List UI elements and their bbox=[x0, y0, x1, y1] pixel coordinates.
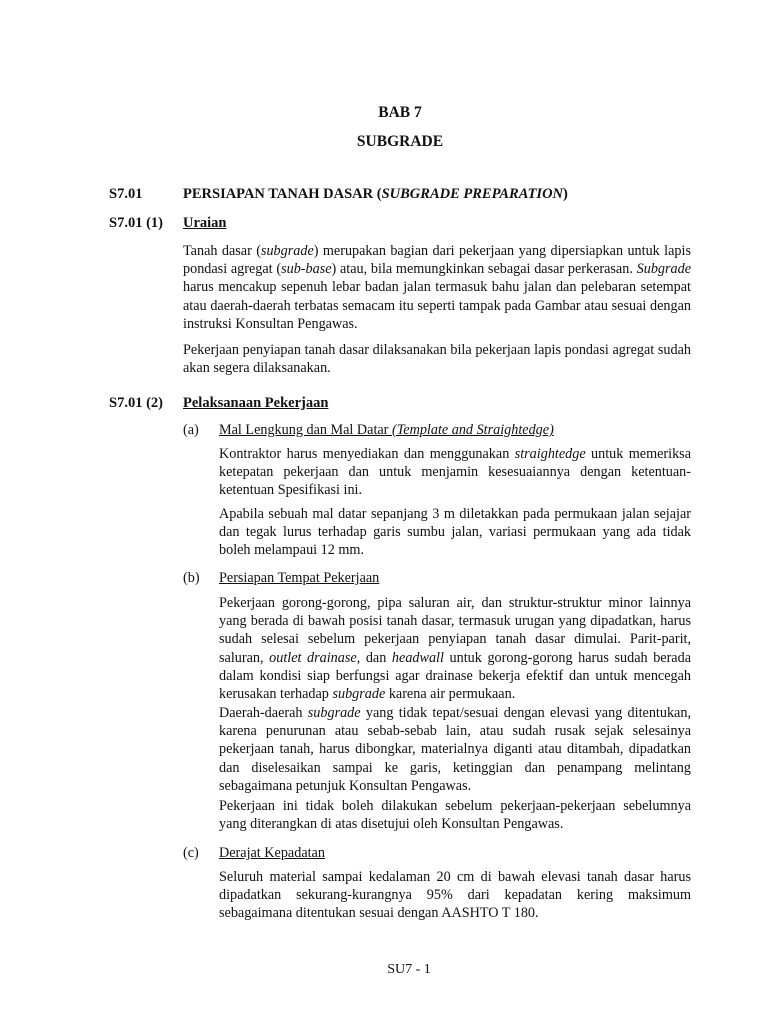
section-title-suffix: ) bbox=[563, 186, 568, 202]
paragraph-uraian-1 bbox=[183, 242, 691, 333]
paragraph-b-3: Pekerjaan ini tidak boleh dilakukan sebelum pekerjaan-pekerjaan sebelumnya yang diterangkan di atas disetujui oleh Konsultan Pengawas. bbox=[219, 798, 691, 833]
section-number-s701: S7.01 bbox=[109, 186, 143, 202]
section-title-text: PERSIAPAN TANAH DASAR ( bbox=[183, 186, 382, 202]
text-run: karena air permukaan. bbox=[385, 686, 516, 703]
paragraph-c-1: Seluruh material sampai kedalaman 20 cm di bawah elevasi tanah dasar harus dipadatkan sekurang-kurangnya 95% dari kepadatan kering maksimum sebagaimana ditentukan sesuai dengan AASHTO T 180. bbox=[219, 869, 691, 922]
item-label-a: (a) bbox=[183, 422, 199, 438]
item-label-c: (c) bbox=[183, 845, 199, 861]
italic-term: subgrade bbox=[307, 705, 361, 721]
paragraph-uraian-2: Pekerjaan penyiapan tanah dasar dilaksanakan bila pekerjaan lapis pondasi agregat sudah akan segera dilaksanakan. bbox=[183, 342, 691, 377]
text-run: untuk memeriksa ketepatan pekerjaan dan untuk menjamin kesesuaiannya dengan ketentuan-ketentuan Spesifikasi ini. bbox=[219, 446, 692, 499]
item-label-b: (b) bbox=[183, 570, 200, 586]
section-heading-uraian: Uraian bbox=[183, 215, 227, 231]
section-title-italic: SUBGRADE PREPARATION bbox=[381, 186, 564, 202]
text-run: Tanah dasar ( bbox=[183, 243, 261, 259]
paragraph-a-2: Apabila sebuah mal datar sepanjang 3 m diletakkan pada permukaan jalan sejajar dan tegak lurus terhadap garis sumbu jalan, variasi permukaan yang ada tidak boleh melampaui 12 mm. bbox=[219, 506, 691, 559]
chapter-number: BAB 7 bbox=[378, 104, 422, 121]
paragraph-a-1 bbox=[219, 445, 691, 500]
italic-term: subgrade bbox=[332, 686, 386, 703]
text-run: ) merupakan bagian dari pekerjaan yang dipersiapkan untuk lapis pondasi agregat ( bbox=[183, 243, 691, 278]
chapter-title: SUBGRADE bbox=[356, 133, 444, 150]
italic-term: Subgrade bbox=[636, 261, 692, 278]
section-title-s701 bbox=[183, 186, 568, 203]
item-title-a bbox=[219, 422, 554, 439]
italic-term: subgrade bbox=[260, 243, 314, 259]
italic-term: headwall bbox=[391, 649, 444, 666]
text-run: yang tidak tepat/sesuai dengan elevasi yang ditentukan, karena penurunan atau sebab-sebab lain, atau sudah rusak sejak selesainya pekerjaan tanah, harus dibongkar, materialnya diganti atau ditambah, dipadatkan dan diselesaikan sampai ke garis, ketinggian dan penampang melintang sebagaimana petunjuk Konsultan Pengawas. bbox=[219, 705, 691, 794]
text-run: Daerah-daerah bbox=[219, 705, 308, 721]
item-title-b: Persiapan Tempat Pekerjaan bbox=[219, 570, 380, 586]
italic-term: sub-base bbox=[281, 261, 332, 278]
section-number-s701-2: S7.01 (2) bbox=[109, 395, 163, 411]
paragraph-b-1 bbox=[219, 594, 691, 703]
item-title-c: Derajat Kepadatan bbox=[219, 845, 325, 861]
text-run: harus mencakup sepenuh lebar badan jalan termasuk bahu jalan dan pelebaran setempat atau daerah-daerah terbatas semacam itu seperti tampak pada Gambar atau sesuai dengan instruksi Konsultan Pengawas. bbox=[183, 279, 691, 332]
text-run: Mal Lengkung dan Mal Datar bbox=[219, 422, 392, 438]
text-run: , dan bbox=[356, 649, 392, 666]
text-run: Pekerjaan gorong-gorong, pipa saluran air, dan struktur-struktur minor lainnya yang berada di bawah posisi tanah dasar, termasuk urugan yang dipadatkan, harus sudah selesai sebelum pekerjaan penyiapan tanah dasar dimulai. Parit-parit, saluran, bbox=[219, 595, 691, 666]
page-number: SU7 - 1 bbox=[387, 962, 431, 977]
text-run: Kontraktor harus menyediakan dan menggunakan bbox=[219, 446, 515, 462]
section-number-s701-1: S7.01 (1) bbox=[109, 215, 163, 231]
text-run: untuk gorong-gorong harus sudah berada dalam kondisi siap berfungsi agar drainase bekerja efektif dan untuk mencegah kerusakan terhadap bbox=[219, 649, 691, 703]
text-run: ) atau, bila memungkinkan sebagai dasar perkerasan. bbox=[331, 261, 637, 278]
italic-term: straightedge bbox=[514, 446, 586, 462]
italic-term: (Template and Straightedge) bbox=[391, 422, 554, 438]
section-heading-pelaksanaan: Pelaksanaan Pekerjaan bbox=[183, 395, 329, 411]
paragraph-b-2 bbox=[219, 704, 691, 795]
italic-term: outlet drainase bbox=[269, 649, 357, 666]
